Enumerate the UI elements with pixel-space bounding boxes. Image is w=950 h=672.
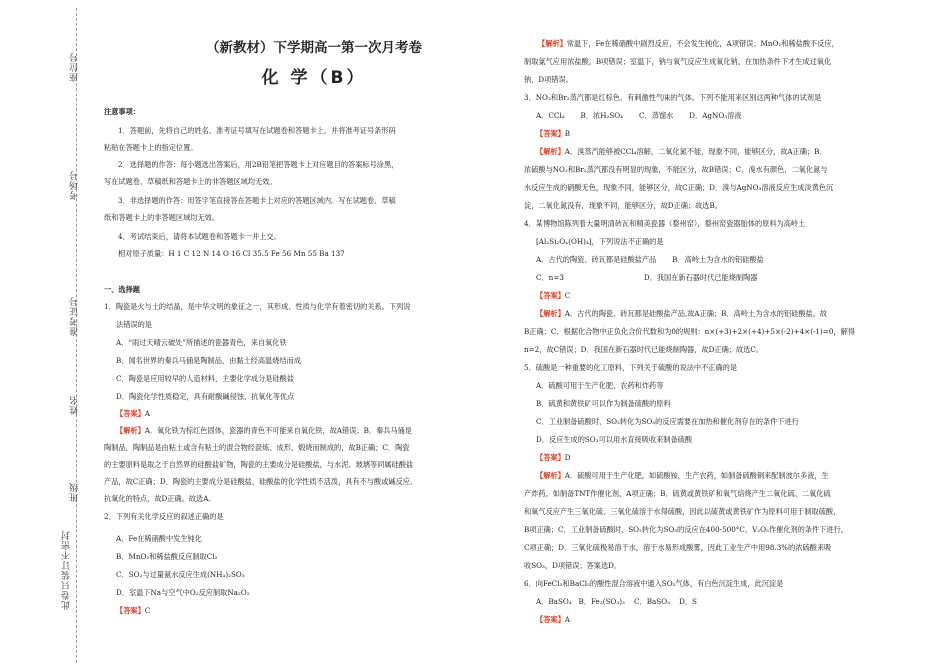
q3-explanation: 浓硫酸与NO₂和Br₂蒸汽都没有明显的现象，不能区分，故B错误；C．溴水有颜色，二氧化氮与 xyxy=(524,165,828,174)
q2-option-b: B．MnO₂和稀盐酸反应制取Cl₂ xyxy=(116,552,218,561)
notice-line: 4．考试结束后，请将本试题卷和答题卡一并上交。 xyxy=(118,232,281,241)
ticket-number-label: 准考证号 xyxy=(70,296,80,336)
notice-line: 纸和答题卡上的非答题区域均无效。 xyxy=(104,213,220,222)
q1-explanation: 【解析】A．氧化铁为棕红色固体，瓷器的青色不可能来自氧化铁，故A错误；B．秦兵马俑是 xyxy=(116,426,412,435)
q2-option-a: A．Fe在稀硝酸中发生钝化 xyxy=(116,534,202,543)
q3-explanation: 淀，二氧化氮没有，现象不同，能够区分，故D正确；故选B。 xyxy=(524,201,722,210)
q4-explanation: B正确；C．根据化合物中正负化合价代数和为0的规则：n×(+3)+2×(+4)+5×(-2)+4×(-1)=0，解得 xyxy=(524,327,855,336)
q2-explanation: 【解析】常温下，Fe在稀硝酸中剧烈反应，不会发生钝化，A项错误；MnO₂和稀盐酸不反应， xyxy=(538,39,839,48)
q3-explanation: 水反应生成的硝酸无色，现象不同，能够区分，故C正确；D．溴与AgNO₃溶液反应生成淡黄色沉 xyxy=(524,183,834,192)
q1-option-b: B．闻名世界的秦兵马俑是陶制品，由黏土经高温烧结而成 xyxy=(116,356,301,365)
notice-line: 1．答题前，先将自己的姓名、准考证号填写在试题卷和答题卡上，并将准考证号条形码 xyxy=(118,126,396,135)
q1-stem: 法错误的是 xyxy=(116,320,152,329)
q3-options: A．CCl₄ B．浓H₂SO₄ C．蒸馏水 D．AgNO₃溶液 xyxy=(536,111,742,120)
q2-option-d: D．室温下Na与空气中O₂反应制取Na₂O₂ xyxy=(116,588,250,597)
notice-line: 2．选择题的作答：每小题选出答案后，用2B铅笔把答题卡上对应题目的答案标号涂黑， xyxy=(118,160,399,169)
section-heading: 一、选择题 xyxy=(104,285,140,294)
exam-room-label: 考场号 xyxy=(70,170,80,200)
q4-options-cd: C．n=3 D．我国在新石器时代已能烧制陶器 xyxy=(536,273,758,282)
q1-stem: 1．陶瓷是火与土的结晶，是中华文明的象征之一，其形成、性质与化学有着密切的关系。下列说 xyxy=(104,302,411,311)
q1-option-d: D．陶瓷化学性质稳定，具有耐酸碱侵蚀、抗氧化等优点 xyxy=(116,392,295,401)
q5-option-c: C．工业制备硫酸时，SO₂转化为SO₃的反应需要在加热和催化剂存在的条件下进行 xyxy=(536,417,799,426)
q5-explanation: 收SO₃，D项错误；答案选D。 xyxy=(524,561,622,570)
q5-explanation: C项正确；D．三氧化硫极易溶于水，溶于水易形成酸雾，因此工业生产中用98.3%的浓硫酸来吸 xyxy=(524,543,832,552)
q5-explanation: 【解析】A．硫酸可用于生产化肥，如硫酸铵，生产农药，如制备硫酸铜来配制波尔多液，生 xyxy=(536,471,829,480)
q4-options-ab: A．古代的陶瓷、砖瓦都是硅酸盐产品 B．高岭土为含水的铝硅酸盐 xyxy=(536,255,764,264)
q4-explanation: 【解析】A．古代的陶瓷、砖瓦都是硅酸盐产品,故A正确；B．高岭土为含水的铝硅酸盐，故 xyxy=(536,309,828,318)
q1-answer: 【答案】A xyxy=(116,409,150,418)
q6-answer: 【答案】A xyxy=(536,615,570,624)
q5-explanation: 和氧气反应产生三氧化硫、三氧化硫溶于水得硫酸，因此以硫黄或黄铁矿作为原料可用于制取硫酸， xyxy=(524,507,841,516)
q2-stem: 2．下列有关化学反应的叙述正确的是 xyxy=(104,512,224,521)
q5-answer: 【答案】D xyxy=(536,453,571,462)
class-label: 班级 xyxy=(70,482,80,502)
q5-stem: 5．硫酸是一种重要的化工原料，下列关于硫酸的说法中不正确的是 xyxy=(524,363,738,372)
q4-stem: [Al₂Si₂Oₓ(OH)₄]，下列说法不正确的是 xyxy=(536,237,664,246)
binding-margin xyxy=(0,0,96,672)
atomic-masses: 相对原子质量：H 1 C 12 N 14 O 16 Cl 35.5 Fe 56 Mn 55 Ba 137 xyxy=(118,249,345,258)
q4-stem: 4．某博物馆陈列着大量明清砖瓦和精美瓷器（婺州窑），婺州窑瓷器胎体的原料为高岭土 xyxy=(524,219,806,228)
notice-heading: 注意事项： xyxy=(104,107,140,116)
q5-option-a: A．硫酸可用于生产化肥、农药和炸药等 xyxy=(536,381,664,390)
notice-line: 写在试题卷、草稿纸和答题卡上的非答题区域均无效。 xyxy=(104,177,277,186)
q6-stem: 6．向FeCl₃和BaCl₂的酸性混合溶液中通入SO₂气体，有白色沉淀生成，此沉淀是 xyxy=(524,579,784,588)
q1-explanation: 陶制品，陶制品是由粘土或含有粘土的混合物经混炼、成形、煅烧而制成的，故B正确；C．陶瓷 xyxy=(104,443,410,452)
q1-option-c: C．陶瓷是应用较早的人造材料，主要化学成分是硅酸盐 xyxy=(116,374,295,383)
q2-answer: 【答案】C xyxy=(116,606,151,615)
q2-option-c: C．SO₂与过量氨水反应生成(NH₄)₂SO₃ xyxy=(116,570,245,579)
seal-notice: 此卷只装订不密封 xyxy=(62,530,72,610)
q5-option-b: B．硫黄和黄铁矿可以作为制备硫酸的原料 xyxy=(536,399,671,408)
q5-explanation: B项正确；C．工业制备硫酸时，SO₂转化为SO₃的反应在400-500°C，V₂O₅作催化剂的条件下进行， xyxy=(524,525,848,534)
q6-options: A．BaSO₄ B．Fe₂(SO₃)₃ C．BaSO₃ D．S xyxy=(536,597,697,606)
q2-explanation: 钠，D项错误。 xyxy=(524,75,573,84)
q3-stem: 3．NO₂和Br₂蒸汽都是红棕色、有刺激性气味的气体。下列不能用来区别这两种气体的试剂是 xyxy=(524,93,822,102)
q1-explanation: 产品，故C正确；D．陶瓷的主要成分是硅酸盐，硅酸盐的化学性质不活泼，具有不与酸或碱反应、 xyxy=(104,477,418,486)
q5-option-d: D．反应生成的SO₃可以用水直接吸收来制备硫酸 xyxy=(536,435,693,444)
q2-explanation: 制取氯气应用浓盐酸，B项错误；室温下，钠与氧气反应生成氧化钠，在加热条件下才生成过氧化 xyxy=(524,57,832,66)
name-label: 姓名 xyxy=(70,395,80,415)
q1-explanation: 抗氧化的特点，故D正确。故选A。 xyxy=(104,494,216,503)
notice-line: 粘贴在答题卡上的指定位置。 xyxy=(104,143,198,152)
q5-explanation: 产炸药，如制备TNT作催化剂，A项正确；B．硫黄或黄铁矿和氧气焙烧产生二氧化硫、二氧化硫 xyxy=(524,489,831,498)
q4-answer: 【答案】C xyxy=(536,291,571,300)
exam-title: （新教材）下学期高一第一次月考卷 xyxy=(206,40,422,56)
subject-title: 化 学（B） xyxy=(261,68,367,88)
seat-number-label: 座位号 xyxy=(70,52,80,82)
q3-answer: 【答案】B xyxy=(536,129,571,138)
notice-line: 3．非选择题的作答：用签字笔直接答在答题卡上对应的答题区域内。写在试题卷、草稿 xyxy=(118,196,396,205)
q1-explanation: 的主要原料是取之于自然界的硅酸盐矿物，陶瓷的主要成分是硅酸盐，与水泥、玻璃等同属硅酸盐 xyxy=(104,460,414,469)
q4-explanation: n=2，故C错误；D．我国在新石器时代已能烧制陶器，故D正确；故选C。 xyxy=(524,345,764,354)
q1-option-a: A．“雨过天晴云破处”所描述的瓷器青色，来自氧化铁 xyxy=(116,338,287,347)
q3-explanation: 【解析】A．溴蒸汽能够被CCl₄溶解，二氧化氮不能，现象不同，能够区分，故A正确；B． xyxy=(536,147,827,156)
